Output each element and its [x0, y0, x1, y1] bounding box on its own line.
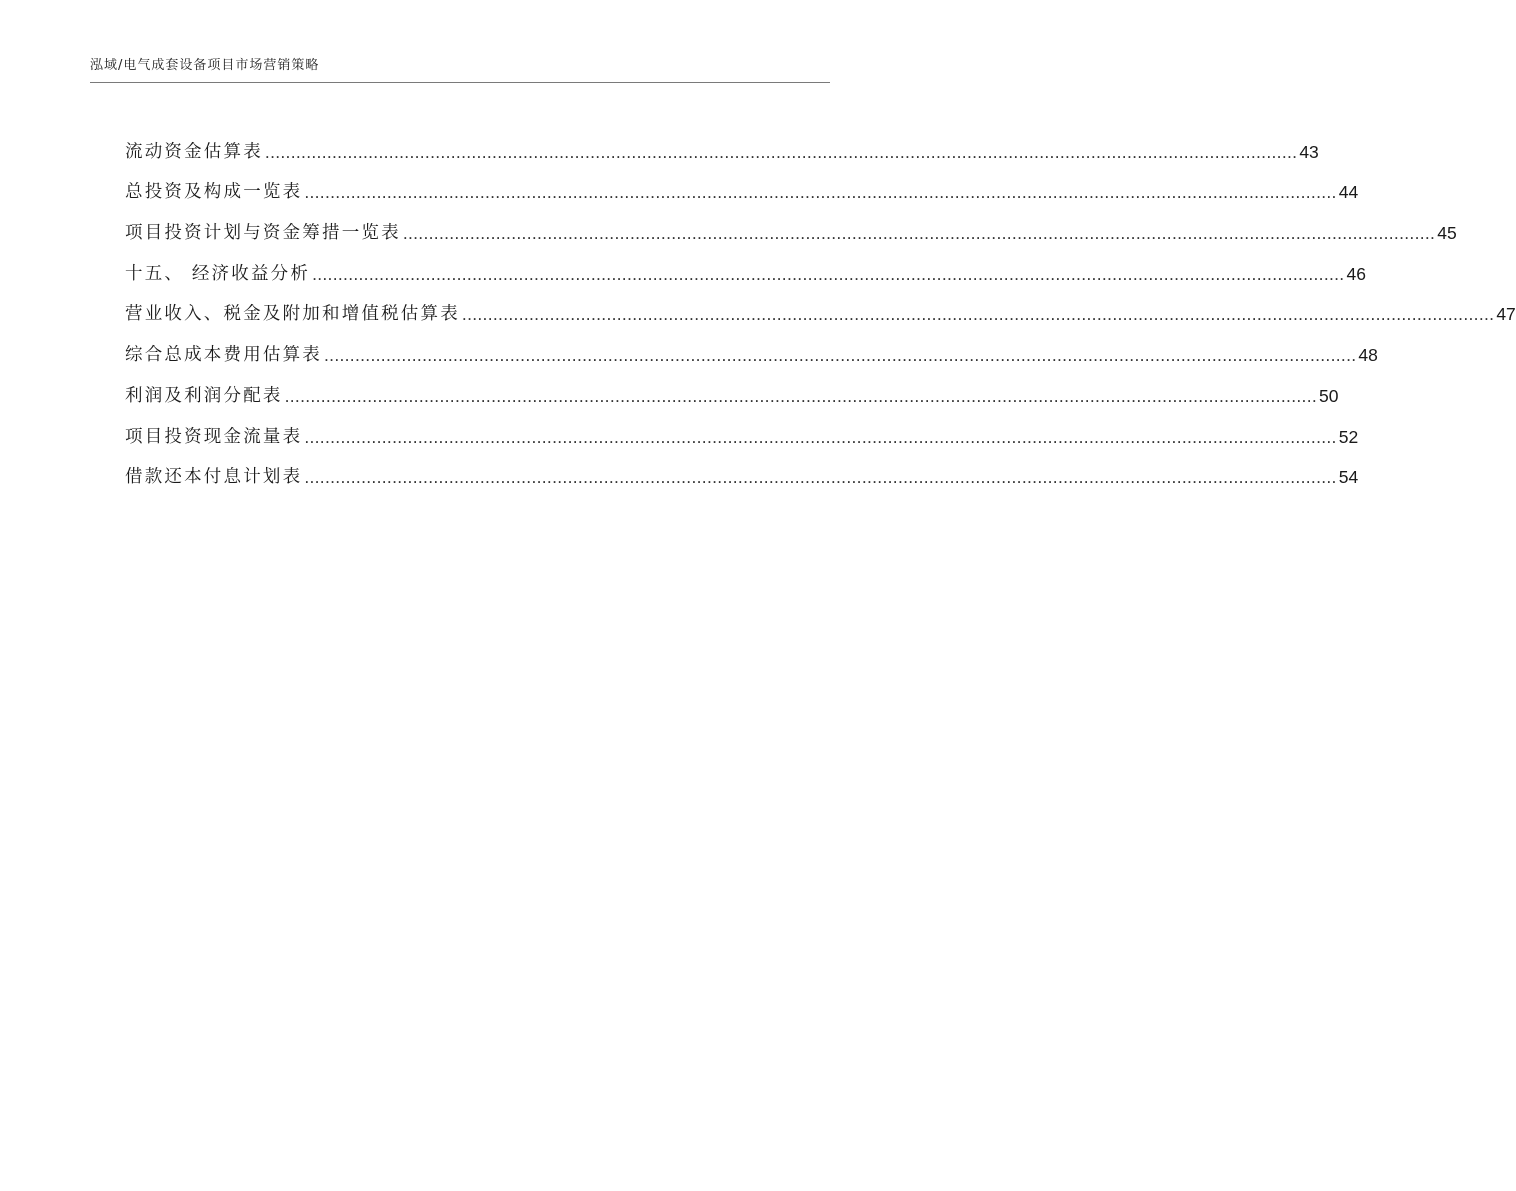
toc-dot-leader: ........................................................................................................................................................................................................: [304, 182, 1337, 203]
toc-page-number: 47: [1496, 304, 1516, 325]
toc-entry-title: 流动资金估算表: [125, 141, 263, 162]
toc-page-number: 43: [1299, 141, 1319, 162]
toc-entry-title: 借款还本付息计划表: [125, 467, 303, 488]
toc-dot-leader: ........................................................................................................................................................................................................: [304, 467, 1337, 488]
toc-dot-leader: ........................................................................................................................................................................................................: [304, 426, 1337, 447]
toc-dot-leader: ........................................................................................................................................................................................................: [284, 385, 1318, 406]
table-of-contents: [125, 122, 1516, 488]
toc-entry[interactable]: [125, 163, 1359, 204]
toc-page-number: 48: [1358, 345, 1378, 366]
toc-dot-leader: ........................................................................................................................................................................................................: [312, 263, 1345, 284]
toc-entry[interactable]: [125, 407, 1359, 448]
toc-entry-title: 十五、 经济收益分析: [125, 263, 311, 284]
toc-entry-title: 营业收入、税金及附加和增值税估算表: [125, 304, 460, 325]
toc-entry-title: 综合总成本费用估算表: [125, 345, 322, 366]
toc-dot-leader: ........................................................................................................................................................................................................: [402, 223, 1436, 244]
toc-entry[interactable]: [125, 122, 1319, 163]
toc-page-number: 54: [1338, 467, 1359, 488]
toc-entry-title: 利润及利润分配表: [125, 385, 283, 406]
toc-entry[interactable]: [125, 285, 1516, 326]
toc-entry-title: 总投资及构成一览表: [125, 182, 303, 203]
toc-entry[interactable]: [125, 325, 1378, 366]
toc-entry[interactable]: [125, 366, 1339, 407]
toc-dot-leader: ........................................................................................................................................................................................................: [324, 345, 1357, 366]
toc-entry[interactable]: [125, 203, 1457, 244]
toc-page-number: 44: [1338, 182, 1359, 203]
toc-dot-leader: ........................................................................................................................................................................................................: [461, 304, 1495, 325]
toc-entry[interactable]: [125, 244, 1366, 285]
toc-entry-title: 项目投资计划与资金筹措一览表: [125, 223, 401, 244]
running-header: 泓域/电气成套设备项目市场营销策略: [90, 54, 830, 83]
toc-dot-leader: ........................................................................................................................................................................................................: [264, 141, 1298, 162]
toc-page-number: 50: [1319, 385, 1339, 406]
toc-page-number: 52: [1338, 426, 1359, 447]
toc-page-number: 45: [1437, 223, 1457, 244]
toc-entry[interactable]: [125, 448, 1359, 489]
toc-page-number: 46: [1346, 263, 1366, 284]
toc-entry-title: 项目投资现金流量表: [125, 426, 303, 447]
